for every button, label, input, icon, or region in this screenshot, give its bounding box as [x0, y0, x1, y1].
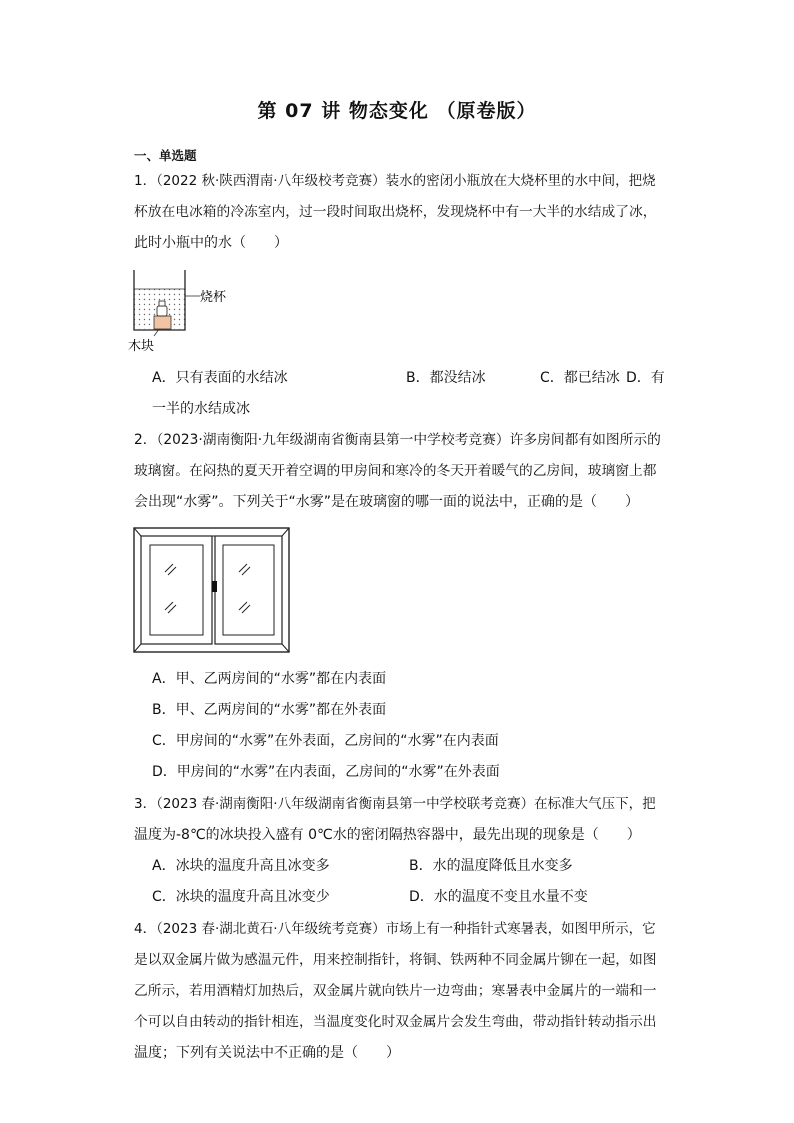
left-sash: [141, 536, 212, 644]
q2-line-3: 会出现“水雾”。下列关于“水雾”是在玻璃窗的哪一面的说法中，正确的是（ ）: [134, 494, 640, 510]
q3-option-c: C．冰块的温度升高且冰变少: [152, 889, 330, 905]
q1-option-d-continued: 一半的水结成冰: [152, 401, 250, 417]
q1-line-3: 此时小瓶中的水（ ）: [134, 235, 288, 251]
q3-line-1: 3．（2023 春·湖南衡阳·八年级湖南省衡南县第一中学校联考竞赛）在标准大气压下，把: [134, 796, 656, 812]
q3-option-a: A．冰块的温度升高且冰变多: [152, 858, 330, 874]
q3-option-b: B．水的温度降低且水变多: [409, 858, 573, 874]
q4-line-2: 是以双金属片做为感温元件，用来控制指针，将铜、铁两种不同金属片铆在一起，如图: [134, 952, 657, 968]
q1-line-2: 杯放在电冰箱的冷冻室内，过一段时间取出烧杯，发现烧杯中有一大半的水结成了冰，: [134, 204, 657, 220]
glass-window-diagram: [133, 527, 293, 655]
q1-option-d: D．有: [626, 370, 665, 386]
beaker-label: 烧杯: [200, 290, 227, 305]
q4-line-3: 乙所示，若用酒精灯加热后，双金属片就向铁片一边弯曲；寒暑表中金属片的一端和一: [134, 983, 657, 999]
q3-option-d: D．水的温度不变且水量不变: [409, 889, 588, 905]
beaker-diagram: [128, 268, 248, 354]
small-bottle: [157, 306, 167, 316]
window-figure: [133, 527, 293, 659]
q3-line-2: 温度为-8℃的冰块投入盛有 0℃水的密闭隔热容器中，最先出现的现象是（ ）: [134, 827, 641, 843]
q1-option-b: B．都没结冰: [406, 370, 486, 386]
q4-line-1: 4．（2023 春·湖北黄石·八年级统考竞赛）市场上有一种指针式寒暑表，如图甲所示，它: [134, 921, 656, 937]
q2-line-1: 2．（2023·湖南衡阳·九年级湖南省衡南县第一中学校考竞赛）许多房间都有如图所示的: [134, 432, 661, 448]
q2-option-b: B．甲、乙两房间的“水雾”都在外表面: [152, 702, 387, 718]
right-glass-pane: [223, 545, 274, 635]
q2-option-c: C．甲房间的“水雾”在外表面，乙房间的“水雾”在内表面: [152, 733, 499, 749]
page-title: 第 07 讲 物态变化 （原卷版）: [257, 100, 537, 122]
wood-block: [154, 316, 171, 329]
section-heading: 一、单选题: [134, 148, 197, 163]
q1-option-c: C．都已结冰: [540, 370, 620, 386]
q2-line-2: 玻璃窗。在闷热的夏天开着空调的甲房间和寒冷的冬天开着暖气的乙房间，玻璃窗上都: [134, 463, 657, 479]
q4-line-4: 个可以自由转动的指针相连，当温度变化时双金属片会发生弯曲，带动指针转动指示出: [134, 1014, 657, 1030]
q2-option-a: A．甲、乙两房间的“水雾”都在内表面: [152, 671, 387, 687]
q2-option-d: D．甲房间的“水雾”在内表面，乙房间的“水雾”在外表面: [152, 764, 500, 780]
window-latch: [212, 581, 217, 592]
right-sash: [215, 536, 282, 644]
block-label: 木块: [128, 339, 155, 354]
q1-line-1: 1．（2022 秋·陕西渭南·八年级校考竞赛）装水的密闭小瓶放在大烧杯里的水中间，把烧: [134, 173, 656, 189]
q1-option-a: A．只有表面的水结冰: [152, 370, 288, 386]
q4-line-5: 温度；下列有关说法中不正确的是（ ）: [134, 1045, 400, 1061]
beaker-figure: [128, 268, 248, 358]
left-glass-pane: [150, 545, 203, 635]
